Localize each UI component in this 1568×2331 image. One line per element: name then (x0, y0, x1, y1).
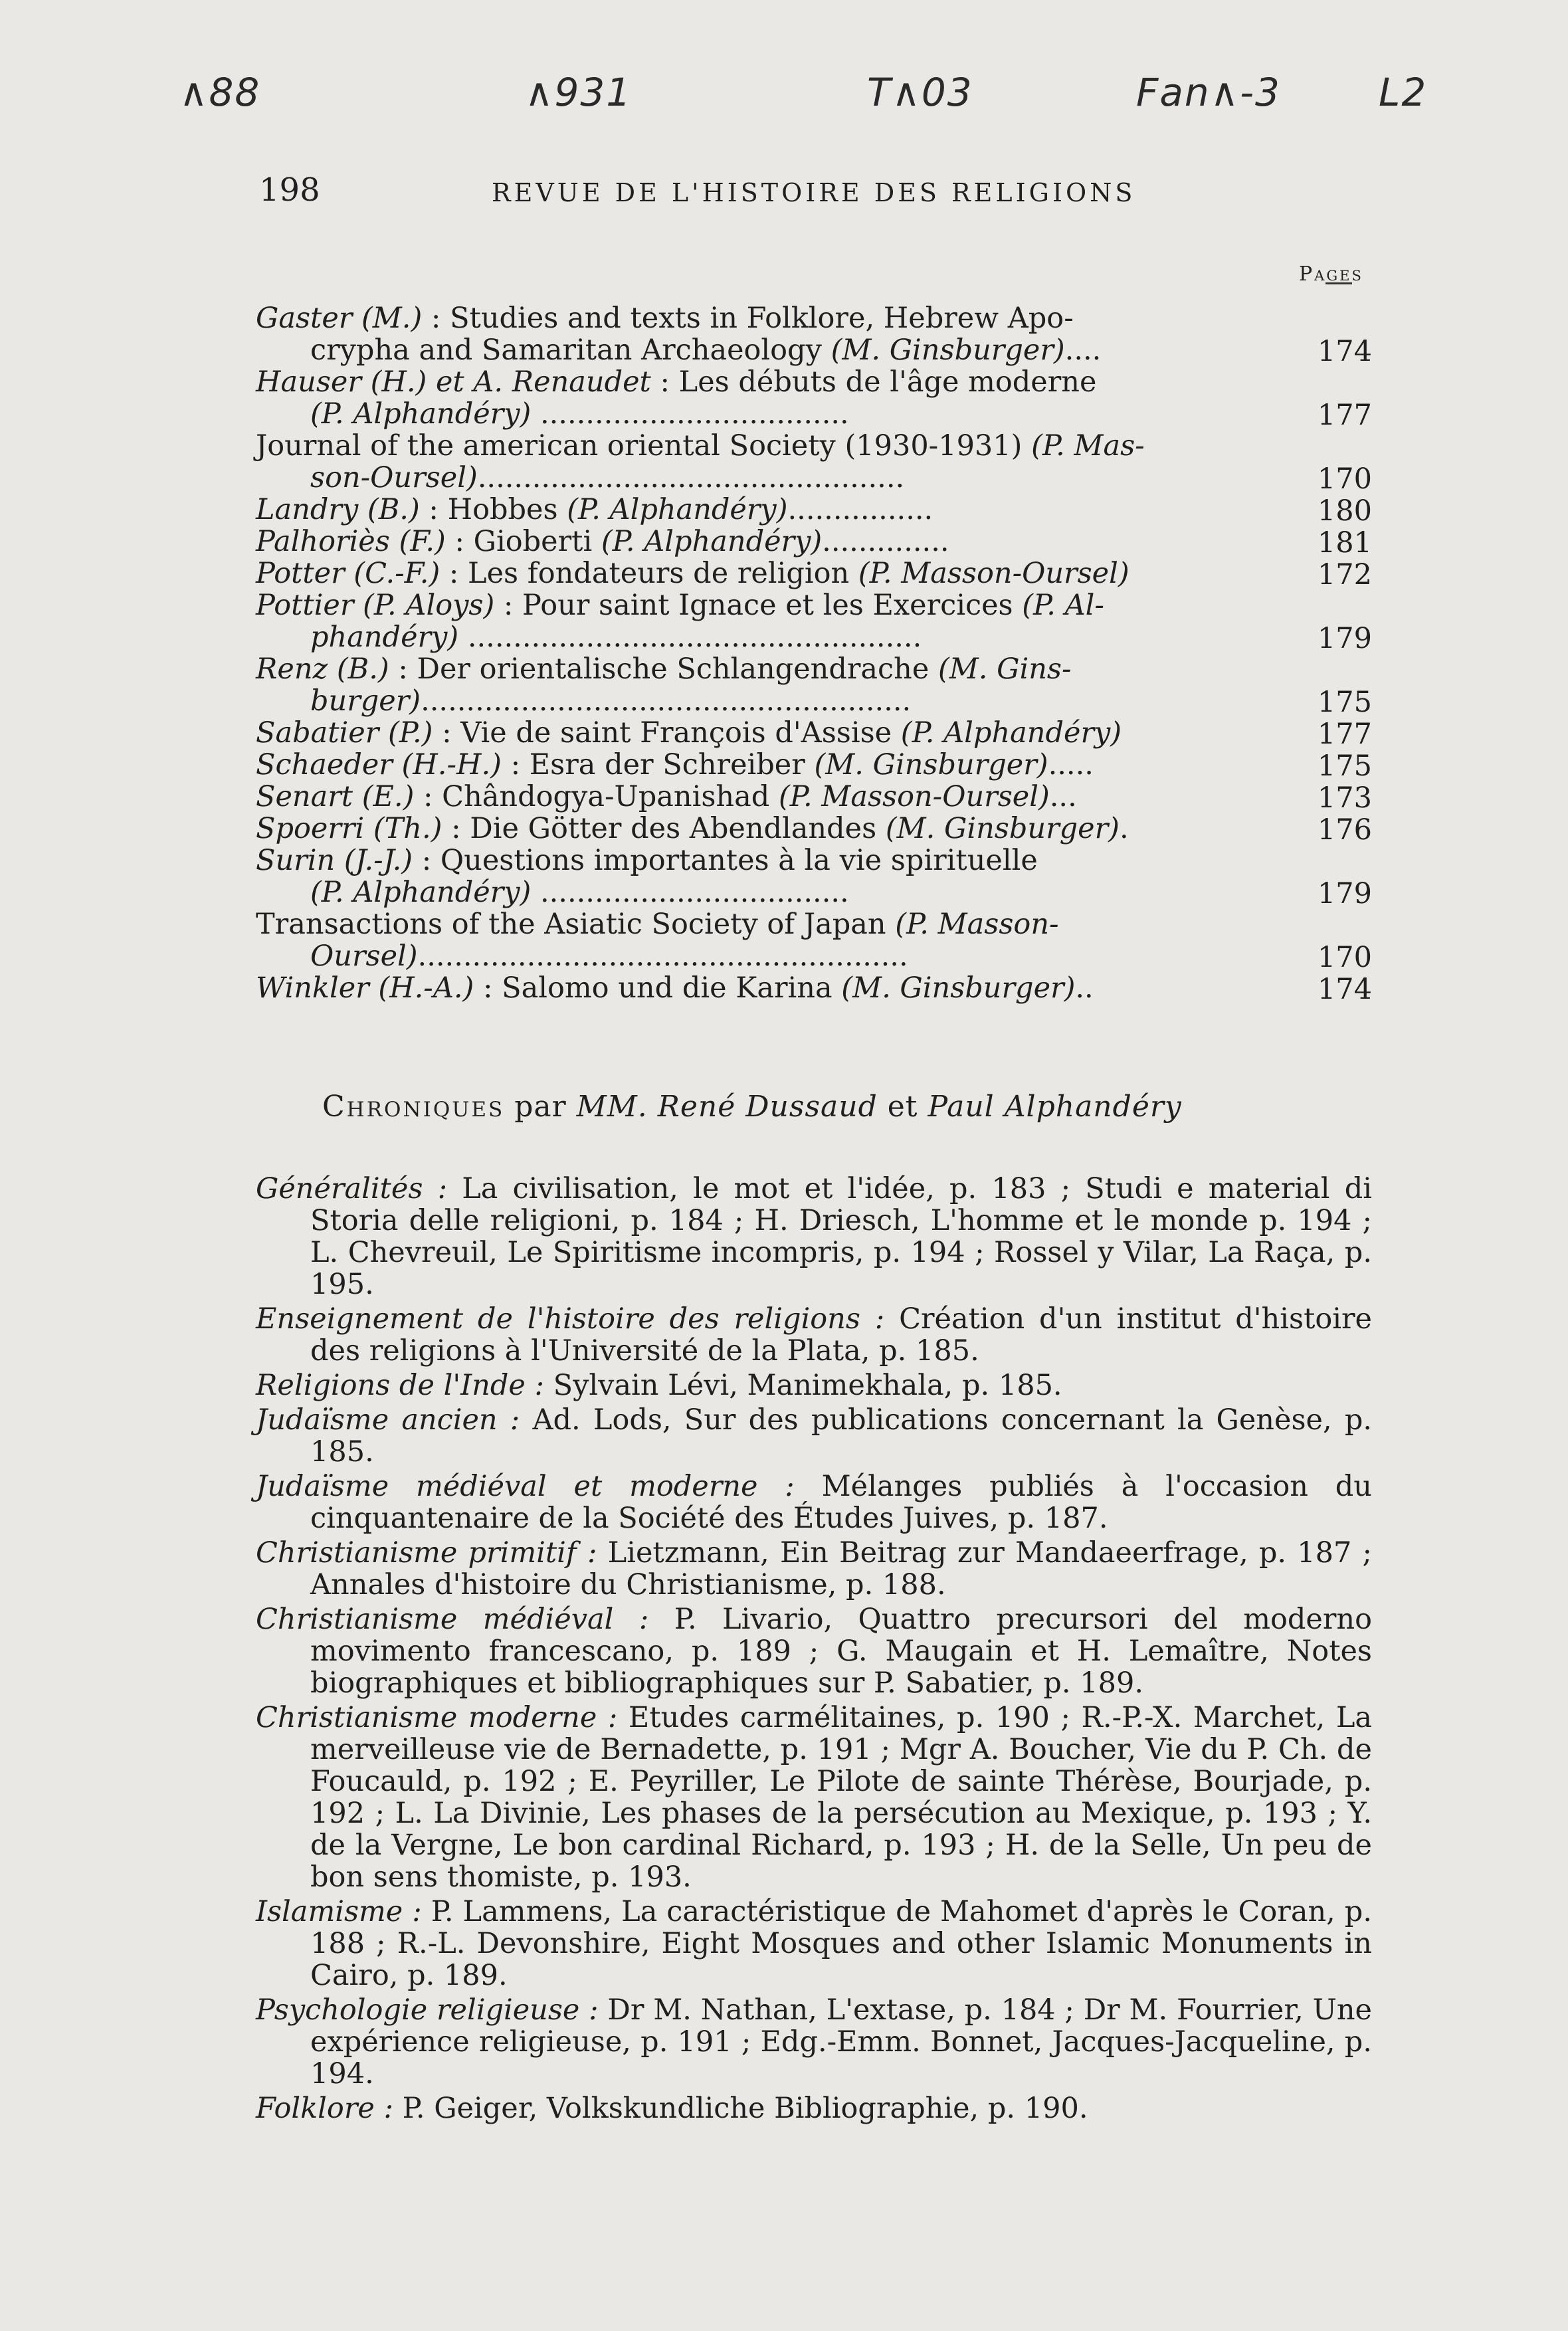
entry-text (256, 302, 1272, 366)
entry-page: 173 (1317, 781, 1372, 815)
entry-page: 177 (1317, 399, 1372, 432)
entry-title: : Les débuts de l'âge moderne (650, 365, 1097, 399)
entry-leader: ................ (787, 493, 933, 526)
entry-line-1 (256, 526, 1272, 557)
entry-line-1 (256, 430, 1272, 462)
index-entry (256, 749, 1372, 781)
entry-reviewer: (P. Masson-Oursel) (858, 557, 1129, 590)
entry-reviewer: (M. Ginsburger) (831, 334, 1065, 367)
entry-text (256, 366, 1272, 430)
entry-line-1 (256, 366, 1272, 398)
entry-title: : Die Götter des Abendlandes (442, 812, 886, 845)
index-entry (256, 972, 1372, 1004)
entry-author: Potter (C.-F.) (256, 557, 441, 590)
entry-title: : Questions importantes à la vie spirituelle (413, 844, 1038, 877)
entry-reviewer: (P. Alphandéry) (310, 397, 532, 431)
index-entry (256, 366, 1372, 430)
chronicles-title (322, 1090, 1385, 1124)
index-entry (256, 526, 1372, 557)
page-header (252, 171, 1382, 225)
entry-leader: ............................................... (477, 461, 905, 494)
entry-line-1 (256, 302, 1272, 334)
entry-page: 170 (1317, 462, 1372, 496)
category-name: Christianisme moderne : (256, 1701, 618, 1734)
entry-line-2 (256, 876, 1272, 908)
entry-line-1 (256, 717, 1272, 749)
entry-leader: . (1119, 812, 1129, 845)
chronicle-category (256, 1404, 1372, 1468)
chronicle-category (256, 1603, 1372, 1699)
entry-line-1 (256, 781, 1272, 813)
category-text: Mélanges publiés à l'occasion du cinquantenaire de la Société des Études Juives, p. 187. (310, 1470, 1372, 1535)
entry-title: : Chândogya-Upanishad (414, 780, 779, 813)
entry-reviewer: Oursel) (310, 940, 418, 973)
entry-text (256, 557, 1272, 589)
category-text: P. Livario, Quattro precursori del moderno movimento francescano, p. 189 ; G. Maugain et H. Lemaître, Notes biographiques et bibliographiques sur P. Sabatier, p. 189. (310, 1603, 1372, 1700)
entry-leader: .. (1075, 971, 1094, 1005)
entry-title: : Salomo und die Karina (474, 971, 842, 1005)
entry-title: : Esra der Schreiber (501, 748, 815, 781)
entry-title: : Les fondateurs de religion (440, 557, 858, 590)
entry-line-1 (256, 845, 1272, 876)
entry-page: 177 (1317, 718, 1372, 751)
entry-line-2 (256, 621, 1272, 653)
entry-reviewer: (M. Ginsburger) (814, 748, 1048, 781)
index-entry (256, 845, 1372, 908)
entry-title-cont: crypha and Samaritan Archaeology (310, 334, 831, 367)
entry-leader: ...................................................... (417, 940, 908, 973)
entry-title: : Pour saint Ignace et les Exercices (494, 589, 1023, 622)
entry-line-2 (256, 685, 1272, 717)
entry-page: 179 (1317, 877, 1372, 910)
chronicle-category (256, 1369, 1372, 1401)
entry-author: Surin (J.-J.) (256, 844, 413, 877)
category-text: Sylvain Lévi, Manimekhala, p. 185. (543, 1369, 1062, 1402)
handwritten-note-5: L2 (1379, 70, 1428, 115)
entry-text (256, 813, 1272, 845)
index-entry (256, 589, 1372, 653)
entry-reviewer: son-Oursel) (310, 461, 478, 494)
chronicles-label: Chroniques (322, 1090, 505, 1124)
entry-leader: .................................. (531, 876, 849, 909)
chronicle-category (256, 1702, 1372, 1893)
index-entry (256, 302, 1372, 366)
entry-text (256, 908, 1272, 972)
entry-reviewer: (M. Ginsburger) (841, 971, 1076, 1005)
category-text: P. Lammens, La caractéristique de Mahomet d'après le Coran, p. 188 ; R.-L. Devonshire, Eight Mosques and other Islamic Monuments in Cairo, p. 189. (310, 1895, 1372, 1992)
entry-author: Senart (E.) (256, 780, 415, 813)
category-text: La civilisation, le mot et l'idée, p. 183 ; Studi e material di Storia delle religioni, p. 184 ; H. Driesch, L'homme et le monde p. 194 ; L. Chevreuil, Le Spiritisme incompris, p. 194 ; Rossel y Vilar, La Raça, p. 195. (310, 1172, 1372, 1301)
category-name: Islamisme : (256, 1895, 422, 1928)
category-name: Psychologie religieuse : (256, 1993, 599, 2027)
index-entry (256, 717, 1372, 749)
index-entry (256, 653, 1372, 717)
entry-text (256, 781, 1272, 813)
category-text: Etudes carmélitaines, p. 190 ; R.-P.-X. Marchet, La merveilleuse vie de Bernadette, p. 191 ; Mgr A. Boucher, Vie du P. Ch. de Foucauld, p. 192 ; E. Peyriller, Le Pilote de sainte Thérèse, Bourjade, p. 192 ; L. La Divinie, Les phases de la persécution au Mexique, p. 193 ; Y. de la Vergne, Le bon cardinal Richard, p. 193 ; H. de la Selle, Un peu de bon sens thomiste, p. 193. (310, 1701, 1373, 1894)
category-name: Généralités : (256, 1172, 448, 1205)
entry-line-1 (256, 749, 1272, 781)
chronicles-list (256, 1173, 1372, 2127)
entry-page: 176 (1317, 813, 1372, 847)
entry-leader: ..... (1048, 748, 1094, 781)
index-entry (256, 557, 1372, 589)
chronicle-category (256, 1173, 1372, 1300)
entry-text (256, 972, 1272, 1004)
entry-reviewer: (P. Masson- (895, 908, 1059, 941)
chronicles-mm: MM. (576, 1090, 648, 1124)
entry-leader: .................................. (531, 397, 849, 431)
entry-page: 181 (1317, 526, 1372, 559)
entry-page: 175 (1317, 686, 1372, 719)
handwritten-note-3: T∧03 (867, 70, 973, 115)
entry-line-1 (256, 908, 1272, 940)
category-name: Religions de l'Inde : (256, 1369, 544, 1402)
entry-reviewer: (P. Alphandéry) (310, 876, 532, 909)
chronicle-category (256, 1896, 1372, 1991)
handwritten-note-2: ∧931 (525, 70, 633, 115)
index-entry (256, 908, 1372, 972)
entry-page: 180 (1317, 494, 1372, 528)
entry-reviewer: (P. Alphandéry) (601, 525, 823, 558)
entry-leader: ... (1049, 780, 1077, 813)
entry-title: Journal of the american oriental Society (1930-1931) (256, 429, 1032, 462)
running-title: REVUE DE L'HISTOIRE DES RELIGIONS (492, 178, 1136, 207)
chronicles-et: et (877, 1090, 928, 1124)
page-number: 198 (259, 171, 320, 209)
entry-page: 175 (1317, 750, 1372, 783)
entry-title: : Der orientalische Schlangendrache (389, 653, 938, 686)
entry-text (256, 653, 1272, 717)
chronicles-author-1: René Dussaud (647, 1090, 878, 1124)
entry-reviewer: (P. Masson-Oursel) (778, 780, 1050, 813)
entry-line-2 (256, 398, 1272, 430)
entry-author: Gaster (M.) (256, 302, 423, 335)
entry-title: : Gioberti (445, 525, 601, 558)
entry-text (256, 589, 1272, 653)
pages-column-label: Pages (1299, 262, 1363, 286)
entry-reviewer: (M. Gins- (937, 653, 1072, 686)
entry-page: 174 (1317, 973, 1372, 1006)
entry-text (256, 717, 1272, 749)
entry-author: Winkler (H.-A.) (256, 971, 474, 1005)
entry-text (256, 526, 1272, 557)
entry-text (256, 749, 1272, 781)
entry-line-1 (256, 494, 1272, 526)
category-name: Judaïsme médiéval et moderne : (256, 1470, 795, 1503)
entry-line-1 (256, 557, 1272, 589)
entry-reviewer: (P. Al- (1022, 589, 1104, 622)
category-name: Judaïsme ancien : (256, 1403, 520, 1437)
entry-page: 172 (1317, 558, 1372, 591)
entry-author: Sabatier (P.) (256, 716, 433, 750)
entry-author: Renz (B.) (256, 653, 389, 686)
entry-title: : Hobbes (419, 493, 567, 526)
entry-author: Palhoriès (F.) (256, 525, 446, 558)
index-entry (256, 781, 1372, 813)
handwritten-note-4: Fan∧-3 (1136, 70, 1281, 115)
entry-reviewer: (P. Alphandéry) (900, 716, 1122, 750)
chronicle-category (256, 1537, 1372, 1601)
chronicles-par: par (504, 1090, 577, 1124)
entry-author: Schaeder (H.-H.) (256, 748, 502, 781)
chronicle-category (256, 1303, 1372, 1367)
entry-line-2 (256, 334, 1272, 366)
entry-text (256, 430, 1272, 494)
category-name: Folklore : (256, 2092, 393, 2125)
category-text: Dr M. Nathan, L'extase, p. 184 ; Dr M. Fourrier, Une expérience religieuse, p. 191 ; Edg.-Emm. Bonnet, Jacques-Jacqueline, p. 194. (310, 1993, 1372, 2090)
entry-title: : Studies and texts in Folklore, Hebrew Apo- (422, 302, 1074, 335)
chronicle-category (256, 1470, 1372, 1534)
handwritten-note-1: ∧88 (179, 70, 261, 115)
entry-line-2 (256, 940, 1272, 972)
entry-author: Spoerri (Th.) (256, 812, 442, 845)
entry-page: 174 (1317, 335, 1372, 368)
index-entry (256, 430, 1372, 494)
entry-author: Hauser (H.) et A. Renaudet (256, 365, 651, 399)
chronicle-category (256, 2092, 1372, 2124)
chronicle-category (256, 1994, 1372, 2090)
pages-dash (1325, 282, 1352, 284)
chronicles-author-2: Paul Alphandéry (928, 1090, 1182, 1124)
entry-line-2 (256, 462, 1272, 494)
category-name: Christianisme primitif : (256, 1536, 597, 1570)
entry-line-1 (256, 589, 1272, 621)
entry-page: 170 (1317, 941, 1372, 974)
category-name: Christianisme médiéval : (256, 1603, 649, 1636)
entry-reviewer: (P. Mas- (1031, 429, 1145, 462)
entry-reviewer: burger) (310, 684, 421, 718)
category-text: Lietzmann, Ein Beitrag zur Mandaeerfrage, p. 187 ; Annales d'histoire du Christianisme, p. 188. (310, 1536, 1372, 1601)
entry-line-1 (256, 972, 1272, 1004)
entry-text (256, 494, 1272, 526)
entry-title: : Vie de saint François d'Assise (433, 716, 901, 750)
index-entry (256, 813, 1372, 845)
entry-reviewer: phandéry) (310, 621, 459, 654)
index-entry (256, 494, 1372, 526)
entry-author: Pottier (P. Aloys) (256, 589, 495, 622)
entry-reviewer: (M. Ginsburger) (885, 812, 1120, 845)
entry-leader: .................................................. (458, 621, 922, 654)
entry-reviewer: (P. Alphandéry) (567, 493, 788, 526)
category-text: Ad. Lods, Sur des publications concernant la Genèse, p. 185. (310, 1403, 1373, 1469)
entry-line-1 (256, 653, 1272, 685)
entry-leader: ...................................................... (421, 684, 912, 718)
entry-page: 179 (1317, 622, 1372, 655)
category-text: Création d'un institut d'histoire des religions à l'Université de la Plata, p. 185. (310, 1302, 1372, 1368)
review-index (256, 302, 1372, 1004)
entry-title: Transactions of the Asiatic Society of Japan (256, 908, 896, 941)
entry-author: Landry (B.) (256, 493, 420, 526)
entry-text (256, 845, 1272, 908)
entry-leader: .... (1064, 334, 1102, 367)
entry-line-1 (256, 813, 1272, 845)
category-text: P. Geiger, Volkskundliche Bibliographie, p. 190. (393, 2092, 1088, 2125)
category-name: Enseignement de l'histoire des religions : (256, 1302, 885, 1336)
entry-leader: .............. (822, 525, 949, 558)
